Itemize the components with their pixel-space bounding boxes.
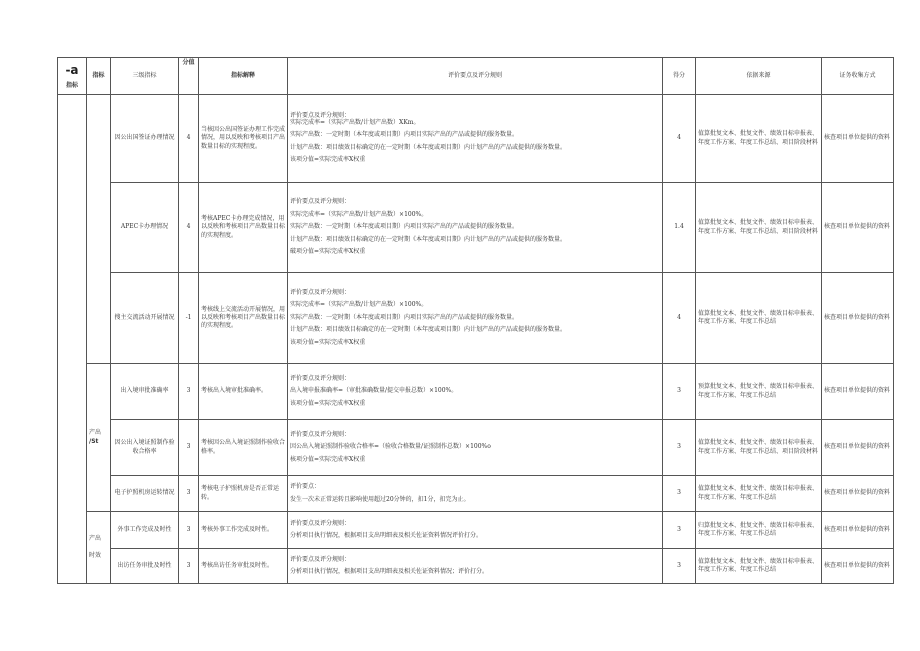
- collection-cell: 核查项目单位提供的资料: [822, 549, 894, 584]
- table-row: [58, 273, 894, 364]
- table-row: [58, 364, 894, 420]
- evaluation-table: [57, 57, 894, 584]
- header-explain: 指标解释: [199, 58, 288, 95]
- rules-cell: 评价要点及评分规则： 实际完成率=（实际产出数/计划产出数）×100%。 实际产出数：一定时期（本年度或项目期）内项目实际产出的产品或提供的服务数量。 计划产出数：项目绩效目标确定的在一定时期《本年度或项目期》内计划产出的产品或提供的服务数量。 破项分值=实际完成率X权重: [288, 183, 663, 273]
- basis-cell: 值算批复文本、批复文件、绩效目标申报表、年度工作方案、年度工作总结、项目阶段材料: [696, 420, 822, 476]
- basis-cell: 预算批复文本、批复文件、绩效目标申报表、年度工作方案、年度工作总结: [696, 364, 822, 420]
- basis-cell: 归算批复文本、批复文件、绩效目标申报表、年度工作方案、年度工作总结: [696, 512, 822, 549]
- level3-cell: 电子护照机房运转情况: [111, 476, 179, 512]
- level3-cell: 出访任务审批及时性: [111, 549, 179, 584]
- basis-cell: 值算批复文本、批复文件、绩效目标申报表、年度工作方案、年度工作总结: [696, 273, 822, 364]
- weight-cell: 4: [179, 95, 199, 183]
- table-row: [58, 549, 894, 584]
- table-row: [58, 512, 894, 549]
- header-row: [58, 58, 894, 95]
- score-cell: 1.4: [663, 183, 696, 273]
- level2-output-quantity: [87, 95, 111, 364]
- score-cell: 3: [663, 549, 696, 584]
- explain-cell: 考核线上交流活动开展情况，用以反映和考核项目产出数量目标的实现程度。: [199, 273, 288, 364]
- rules-cell: 评价要点及评分规则： 实际完成率=（实际产出数/计划产出数）XKm。 实际产出数：一定时期（本年度或项目期）内项目实际产出的产品或提供的服务数量。 计划产出数：项目绩效目标确定的在一定时期（本年度或项目期）内计划产出的产品或提供的服务数量。 该项分值=实际完成率Ⅹ权重: [288, 95, 663, 183]
- collection-cell: 核查项目单位提供的资料: [822, 364, 894, 420]
- header-score: 得分: [663, 58, 696, 95]
- weight-cell: 3: [179, 420, 199, 476]
- score-cell: 3: [663, 512, 696, 549]
- level2-output-timeliness: 产出 时效: [87, 512, 111, 584]
- weight-cell: 3: [179, 549, 199, 584]
- level3-cell: APEC卡办理情况: [111, 183, 179, 273]
- explain-cell: 考核外事工作完成及时性。: [199, 512, 288, 549]
- header-rules: 评价要点及评分规则: [288, 58, 663, 95]
- level3-cell: 搜主交流活动开展情况: [111, 273, 179, 364]
- collection-cell: 核查项目单位提供的资料: [822, 183, 894, 273]
- table-row: [58, 420, 894, 476]
- score-cell: 4: [663, 95, 696, 183]
- explain-cell: 考核出访任务审批及时性。: [199, 549, 288, 584]
- weight-cell: 3: [179, 476, 199, 512]
- basis-cell: 值算批复文本、批复文件、绩效目标申报表、年度工作方案、年度工作总结: [696, 549, 822, 584]
- rules-cell: 评价要点及评分规则： 分析项目执行情况，根据项目支出明细表及相关佐证资料情况；评价打分。: [288, 549, 663, 584]
- basis-cell: 值算批复文本、批复文件、绩效目标申报表、年度工作方案、年度工作总结、项目阶段材料: [696, 183, 822, 273]
- header-level3: 三级指标: [111, 58, 179, 95]
- weight-cell: 3: [179, 364, 199, 420]
- collection-cell: 核查项目单位提供的资料: [822, 95, 894, 183]
- header-level1: -a 指标: [58, 58, 87, 95]
- rules-cell: 评价要点及评分规则： 出入境申报准确率=（审批准确数量/提交申报总数）×100%。 该项分值=实际完成率Ⅹ权重: [288, 364, 663, 420]
- rules-cell: 评价要点及评分规则： 实际完成率=（实际产出数/计划产出数）×100%。 实际产出数：一定时期（本年度或项目期）内项目实际产出的产品或提供的服务数量。 计划产出数：项目绩效目标确定的在一定时期（本年度或项目期）内计划产出的产品或提供的服务数量。 该项分值=实际完成率X权重: [288, 273, 663, 364]
- score-cell: 3: [663, 420, 696, 476]
- weight-cell: 3: [179, 512, 199, 549]
- basis-cell: 值算批复文本、批复文件、绩效目标申报表、年度工作方案、年度工作总结、项目阶段材料: [696, 95, 822, 183]
- header-collection: 证务收集方式: [822, 58, 894, 95]
- level1-cell: [58, 95, 87, 584]
- header-weight: 分值: [179, 58, 199, 95]
- score-cell: 3: [663, 364, 696, 420]
- rules-cell: 评价要点及评分规则： 分析项目执行情况，根据项目支出明细表及相关佐证资料情况评价打分。: [288, 512, 663, 549]
- collection-cell: 核查项目单位提供的资料: [822, 512, 894, 549]
- explain-cell: 考核电子护照机房是否正常运转。: [199, 476, 288, 512]
- score-cell: 3: [663, 476, 696, 512]
- weight-cell: -1: [179, 273, 199, 364]
- level2-output-quality: 产出 /St: [87, 364, 111, 512]
- explain-cell: 考核出入境审批准确率。: [199, 364, 288, 420]
- collection-cell: 核查项目单位提供的资料: [822, 476, 894, 512]
- explain-cell: 考核因公出入境证照制作验收合格率。: [199, 420, 288, 476]
- rules-cell: 评价要点： 发生一次未正常运转且影响使用超过20分钟的，扣1分，扣完为止。: [288, 476, 663, 512]
- table-row: [58, 95, 894, 183]
- header-basis: 依据来源: [696, 58, 822, 95]
- header-level2: 指标: [87, 58, 111, 95]
- basis-cell: 值算批复文本、批复文件、绩效目标申报表、年度工作方案、年度工作总结: [696, 476, 822, 512]
- table-row: [58, 476, 894, 512]
- level3-cell: 外事工作完成及时性: [111, 512, 179, 549]
- level3-cell: 因公出入境证照制作验收合格率: [111, 420, 179, 476]
- level3-cell: 出入境审批准确率: [111, 364, 179, 420]
- rules-cell: 评价要点及评分规则： 因公出入境证照制作验收合格率=（验收合格数量/证照制作总数）×100%o 核项分值=实际完成率X权重: [288, 420, 663, 476]
- explain-cell: 当核因公出国签证办理工作完成情况，用以反映和考核项目产出数量目标的实现程度。: [199, 95, 288, 183]
- level3-cell: 因公出国签证办理情况: [111, 95, 179, 183]
- collection-cell: 核查项目单位提供的资料: [822, 273, 894, 364]
- score-cell: 4: [663, 273, 696, 364]
- explain-cell: 考核APEC卡办理完成情况，用以反映和考核项目产出数量目标的实现程度。: [199, 183, 288, 273]
- table-row: [58, 183, 894, 273]
- weight-cell: 4: [179, 183, 199, 273]
- collection-cell: 核查项目单位提供的资料: [822, 420, 894, 476]
